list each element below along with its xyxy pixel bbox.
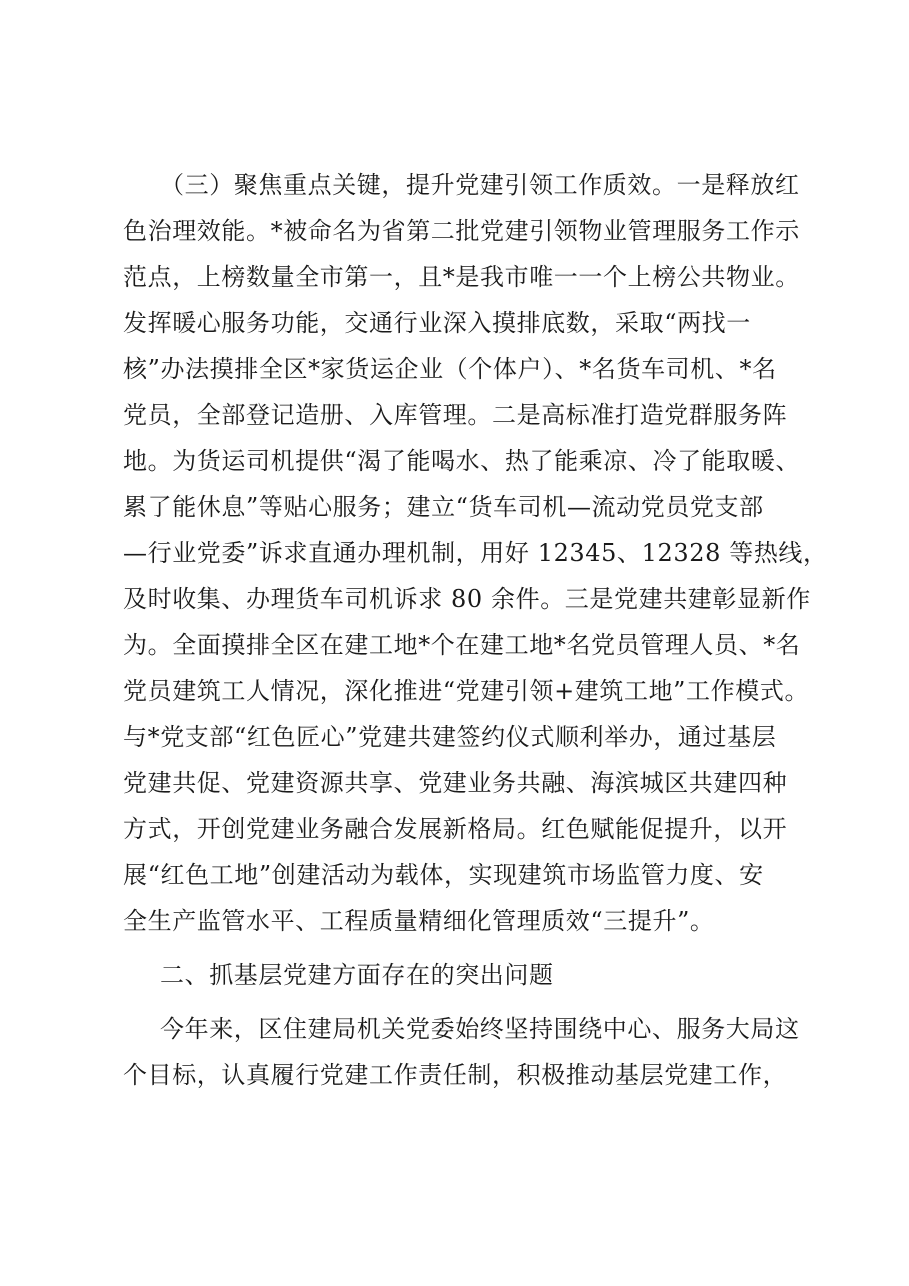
paragraph-line: 党员建筑工人情况，深化推进“党建引领+建筑工地”工作模式。 [123, 677, 810, 705]
section-heading: 二、抓基层党建方面存在的突出问题 [160, 961, 554, 989]
paragraph-line: 地。为货运司机提供“渴了能喝水、热了能乘凉、冷了能取暖、 [123, 447, 801, 475]
paragraph-line: 方式，开创党建业务融合发展新格局。红色赋能促提升，以开 [123, 815, 788, 843]
paragraph-line: 今年来，区住建局机关党委始终坚持围绕中心、服务大局这 [160, 1015, 800, 1043]
paragraph-line: 范点，上榜数量全市第一，且*是我市唯一一个上榜公共物业。 [123, 263, 800, 291]
paragraph-line: 全生产监管水平、工程质量精细化管理质效“三提升”。 [123, 907, 715, 935]
paragraph-line: 发挥暖心服务功能，交通行业深入摸排底数，采取“两找一 [123, 309, 751, 337]
paragraph-line: 及时收集、办理货车司机诉求 80 余件。三是党建共建彰显新作 [123, 585, 811, 613]
paragraph-line: 与*党支部“红色匠心”党建共建签约仪式顺利举办，通过基层 [123, 723, 777, 751]
paragraph-line: 展“红色工地”创建活动为载体，实现建筑市场监管力度、安 [123, 861, 764, 889]
paragraph-line: 核”办法摸排全区*家货运企业（个体户）、*名货车司机、*名 [123, 355, 777, 383]
paragraph-line: 色治理效能。*被命名为省第二批党建引领物业管理服务工作示 [123, 217, 800, 245]
paragraph-line: （三）聚焦重点关键，提升党建引领工作质效。一是释放红 [160, 171, 800, 199]
paragraph-line: 党员，全部登记造册、入库管理。二是高标准打造党群服务阵 [123, 401, 788, 429]
paragraph-line: 为。全面摸排全区在建工地*个在建工地*名党员管理人员、*名 [123, 631, 801, 659]
paragraph-line: 个目标，认真履行党建工作责任制，积极推动基层党建工作， [123, 1061, 788, 1089]
paragraph-line: 累了能休息”等贴心服务；建立“货车司机—流动党员党支部 [123, 493, 764, 521]
paragraph-line: 党建共促、党建资源共享、党建业务共融、海滨城区共建四种 [123, 769, 788, 797]
paragraph-line: —行业党委”诉求直通办理机制，用好 12345、12328 等热线， [123, 539, 828, 567]
